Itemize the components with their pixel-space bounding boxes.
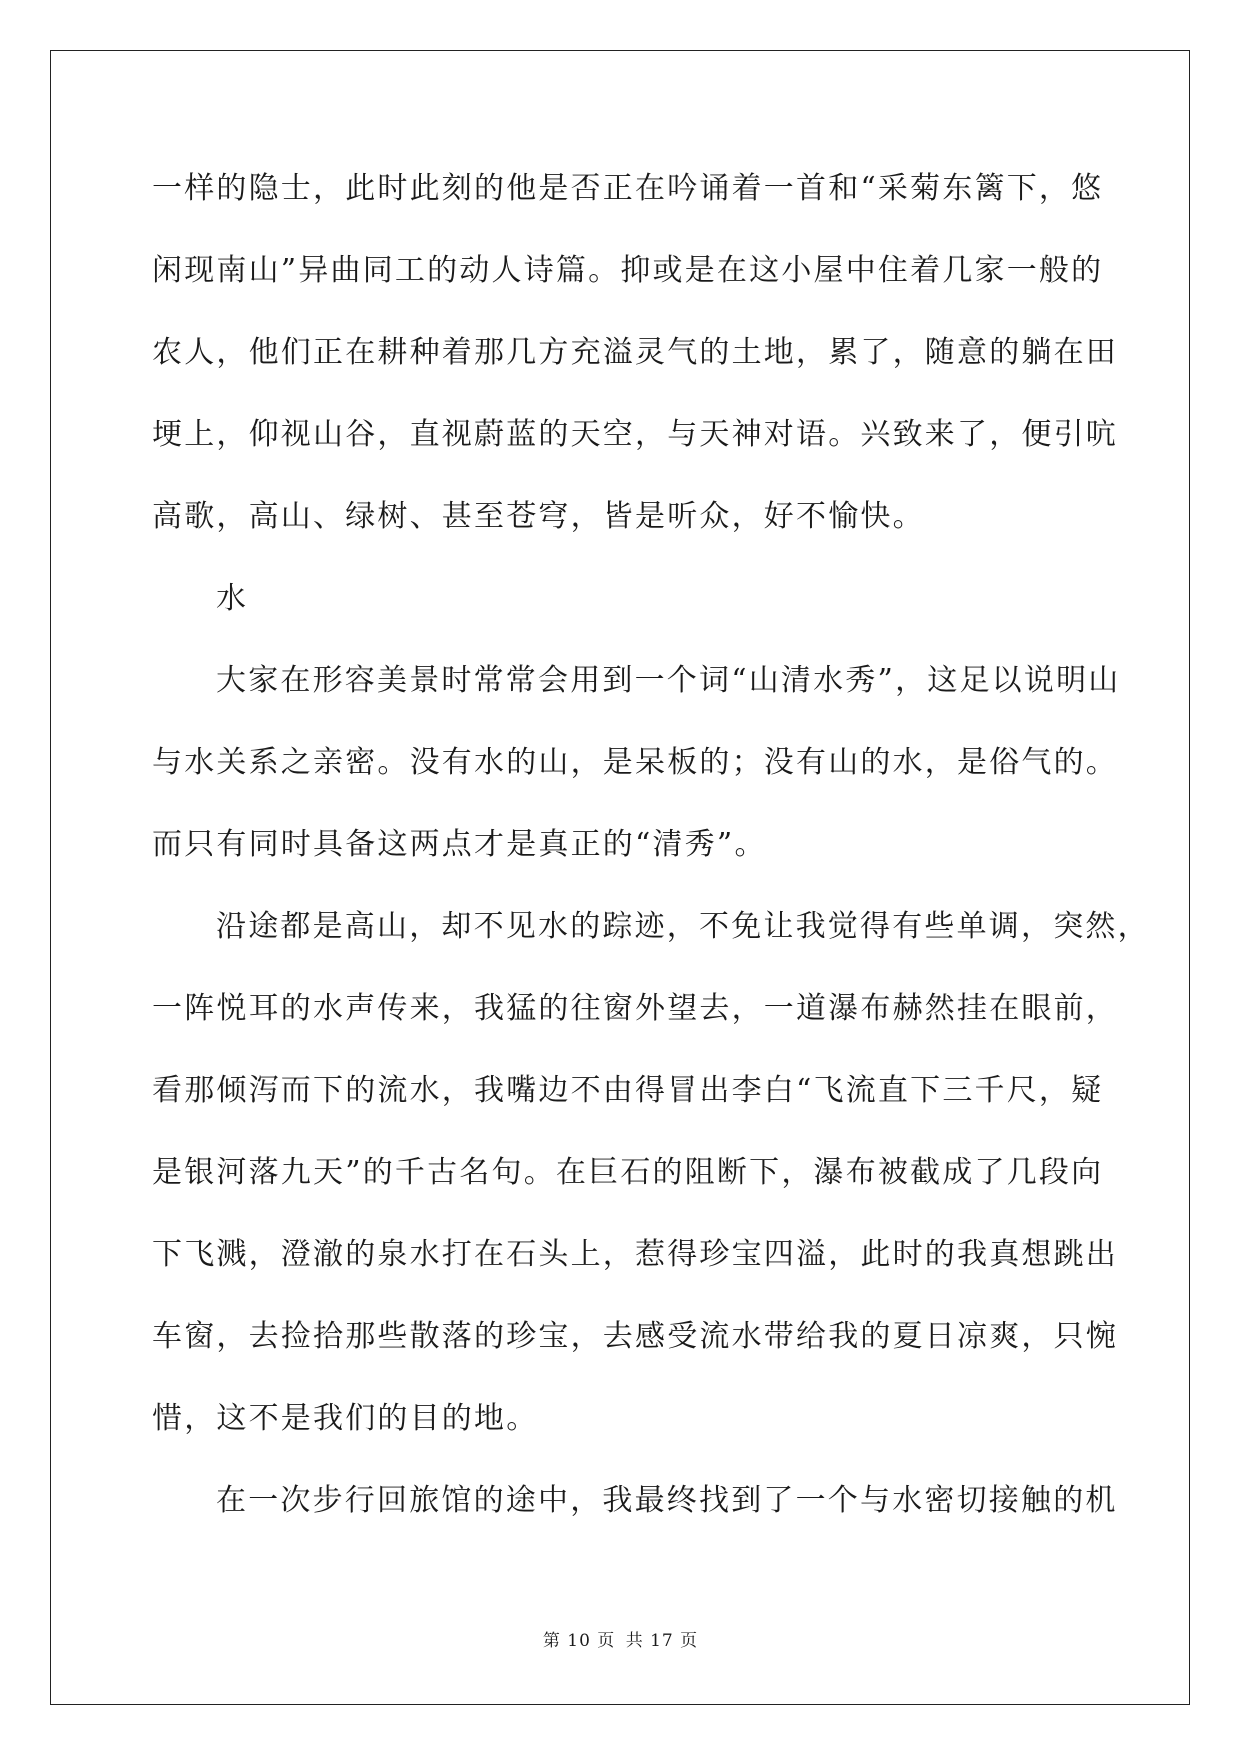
paragraph-line: 看那倾泻而下的流水，我嘴边不由得冒出李白“飞流直下三千尺，疑 bbox=[152, 1073, 1104, 1108]
paragraph-line: 在一次步行回旅馆的途中，我最终找到了一个与水密切接触的机 bbox=[216, 1483, 1118, 1518]
paragraph-line: 一样的隐士，此时此刻的他是否正在吟诵着一首和“采菊东篱下，悠 bbox=[152, 171, 1104, 206]
document-body bbox=[152, 164, 1150, 1558]
paragraph-line: 闲现南山”异曲同工的动人诗篇。抑或是在这小屋中住着几家一般的 bbox=[152, 253, 1104, 288]
page-footer bbox=[0, 1626, 1241, 1651]
paragraph-line: 惜，这不是我们的目的地。 bbox=[152, 1401, 539, 1436]
paragraph-line: 农人，他们正在耕种着那几方充溢灵气的土地，累了，随意的躺在田 bbox=[152, 335, 1118, 370]
paragraph-line: 大家在形容美景时常常会用到一个词“山清水秀”，这足以说明山 bbox=[216, 663, 1121, 698]
paragraph-line: 与水关系之亲密。没有水的山，是呆板的；没有山的水，是俗气的。 bbox=[152, 745, 1118, 780]
paragraph-line: 埂上，仰视山谷，直视蔚蓝的天空，与天神对语。兴致来了，便引吭 bbox=[152, 417, 1118, 452]
paragraph-line: 沿途都是高山，却不见水的踪迹，不免让我觉得有些单调，突然， bbox=[216, 909, 1150, 944]
paragraph-line: 车窗，去捡拾那些散落的珍宝，去感受流水带给我的夏日凉爽，只惋 bbox=[152, 1319, 1118, 1354]
paragraph-line: 而只有同时具备这两点才是真正的“清秀”。 bbox=[152, 827, 767, 862]
section-heading: 水 bbox=[216, 581, 249, 616]
paragraph-line: 一阵悦耳的水声传来，我猛的往窗外望去，一道瀑布赫然挂在眼前， bbox=[152, 991, 1118, 1026]
page-total: 共 17 页 bbox=[625, 1631, 699, 1651]
paragraph-line: 高歌，高山、绿树、甚至苍穹，皆是听众，好不愉快。 bbox=[152, 499, 925, 534]
page-number: 第 10 页 bbox=[542, 1631, 616, 1651]
paragraph-line: 是银河落九天”的千古名句。在巨石的阻断下，瀑布被截成了几段向 bbox=[152, 1155, 1104, 1190]
paragraph-line: 下飞溅，澄澈的泉水打在石头上，惹得珍宝四溢，此时的我真想跳出 bbox=[152, 1237, 1118, 1272]
